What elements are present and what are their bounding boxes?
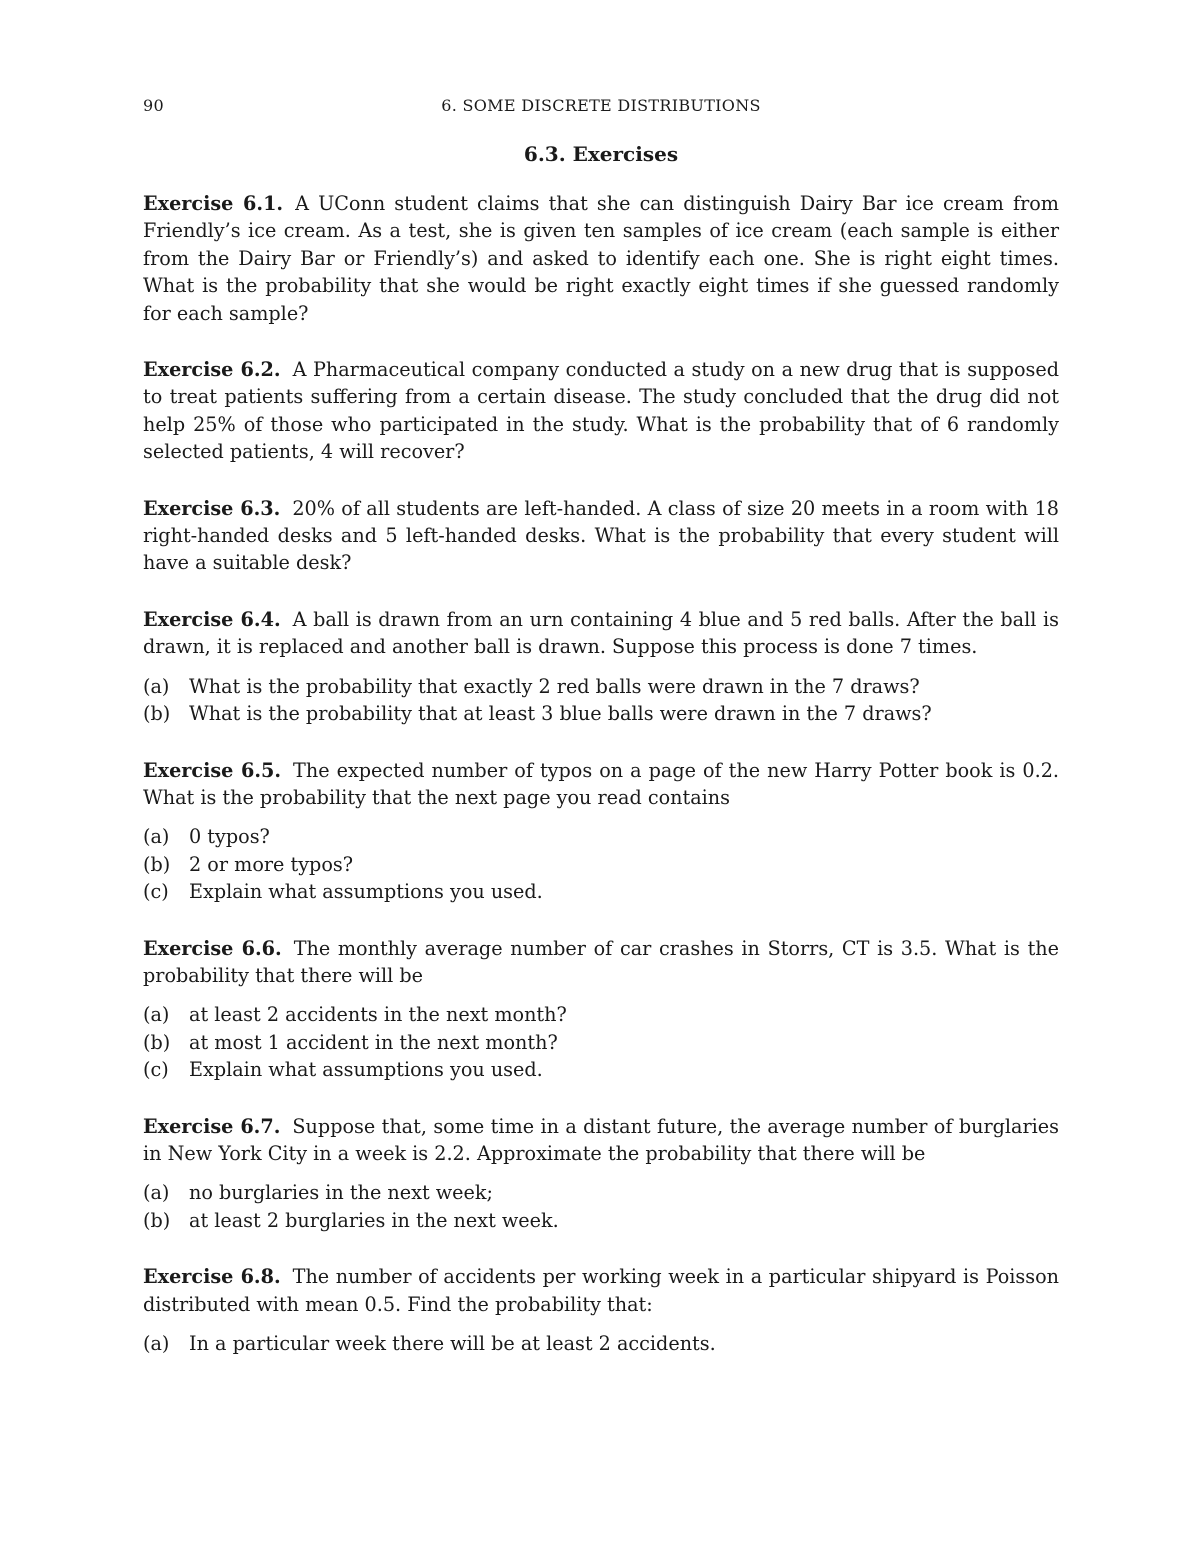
exercise-part	[143, 1029, 1059, 1056]
exercise-part	[143, 851, 1059, 878]
section-title: 6.3. Exercises	[523, 142, 679, 166]
exercise-label: Exercise 6.5.	[143, 758, 282, 782]
exercise-parts	[143, 1330, 1059, 1357]
exercise-statement	[143, 1263, 1059, 1318]
exercise-part	[143, 823, 1059, 850]
part-label: (b)	[143, 1208, 171, 1232]
exercise-text: Suppose that, some time in a distant future, the average number of burglaries in New York City in a week is 2.2. Approximate the probability that there will be	[143, 1114, 1060, 1165]
exercise-part	[143, 700, 1059, 727]
part-text: In a particular week there will be at least 2 accidents.	[189, 1332, 716, 1355]
exercise-parts	[143, 1001, 1059, 1083]
exercise-parts	[143, 1179, 1059, 1234]
exercise-6-3	[143, 495, 1059, 577]
exercise-part	[143, 878, 1059, 905]
part-label: (c)	[143, 1058, 169, 1082]
part-label: (a)	[143, 674, 170, 698]
exercise-text: 20% of all students are left-handed. A class of size 20 meets in a room with 18 right-handed desks and 5 left-handed desks. What is the probability that every student will have a suitable desk?	[143, 496, 1060, 575]
exercise-statement	[143, 935, 1059, 990]
exercise-label: Exercise 6.4.	[143, 607, 281, 631]
exercise-label: Exercise 6.2.	[143, 358, 281, 382]
exercise-part	[143, 1207, 1059, 1234]
part-label: (c)	[143, 880, 169, 904]
part-text: Explain what assumptions you used.	[189, 880, 543, 904]
exercise-text: The monthly average number of car crashes in Storrs, CT is 3.5. What is the probability that there will be	[143, 936, 1059, 987]
exercise-statement	[143, 757, 1059, 812]
part-text: no burglaries in the next week;	[189, 1181, 493, 1205]
part-label: (a)	[143, 1003, 170, 1027]
part-text: at least 2 burglaries in the next week.	[189, 1208, 559, 1232]
exercise-label: Exercise 6.6.	[143, 936, 282, 960]
exercise-part	[143, 1001, 1059, 1028]
exercise-statement	[143, 606, 1059, 661]
exercise-text: A UConn student claims that she can distinguish Dairy Bar ice cream from Friendly’s ice cream. As a test, she is given ten samples of ice cream (each sample is either from the Dairy Bar or Friendly’s) and asked to identify each one. She is right eight times. What is the probability that she would be right exactly eight times if she guessed randomly for each sample?	[143, 192, 1059, 325]
exercise-label: Exercise 6.1.	[143, 192, 284, 215]
exercise-6-8	[143, 1263, 1059, 1357]
exercise-label: Exercise 6.3.	[143, 496, 281, 520]
exercise-6-1	[143, 190, 1059, 327]
exercise-6-2	[143, 356, 1059, 466]
exercise-part	[143, 673, 1059, 700]
exercise-parts	[143, 673, 1059, 728]
part-text: 0 typos?	[189, 825, 270, 849]
exercise-parts	[143, 823, 1059, 905]
exercise-part	[143, 1330, 1059, 1357]
part-text: 2 or more typos?	[189, 852, 354, 876]
exercise-text: The number of accidents per working week in a particular shipyard is Poisson distributed with mean 0.5. Find the probability that:	[143, 1265, 1060, 1316]
exercise-label: Exercise 6.8.	[143, 1265, 281, 1289]
page-number: 90	[143, 96, 164, 115]
exercise-part	[143, 1056, 1059, 1083]
part-label: (b)	[143, 852, 171, 876]
chapter-title: 6. SOME DISCRETE DISTRIBUTIONS	[441, 96, 761, 115]
exercise-6-6	[143, 935, 1059, 1084]
exercise-statement	[143, 190, 1059, 327]
exercise-6-4	[143, 606, 1059, 728]
exercise-text: The expected number of typos on a page of the new Harry Potter book is 0.2. What is the probability that the next page you read contains	[143, 758, 1059, 809]
part-label: (a)	[143, 1181, 170, 1205]
exercise-text: A Pharmaceutical company conducted a study on a new drug that is supposed to treat patients suffering from a certain disease. The study concluded that the drug did not help 25% of those who participated in the study. What is the probability that of 6 randomly selected patients, 4 will recover?	[143, 358, 1059, 464]
part-text: What is the probability that exactly 2 red balls were drawn in the 7 draws?	[189, 674, 920, 698]
part-text: at least 2 accidents in the next month?	[189, 1003, 567, 1027]
running-header	[143, 96, 1059, 122]
exercise-label: Exercise 6.7.	[143, 1114, 281, 1138]
exercise-6-5	[143, 757, 1059, 906]
part-label: (a)	[143, 1332, 170, 1355]
part-label: (b)	[143, 1030, 171, 1054]
exercise-text: A ball is drawn from an urn containing 4 blue and 5 red balls. After the ball is drawn, it is replaced and another ball is drawn. Suppose this process is done 7 times.	[143, 607, 1059, 659]
part-text: What is the probability that at least 3 blue balls were drawn in the 7 draws?	[189, 702, 932, 726]
exercise-part	[143, 1179, 1059, 1206]
exercise-statement	[143, 495, 1059, 577]
part-text: at most 1 accident in the next month?	[189, 1030, 558, 1054]
exercise-statement	[143, 1113, 1059, 1168]
exercise-6-7	[143, 1113, 1059, 1235]
document-page	[143, 96, 1059, 1386]
part-text: Explain what assumptions you used.	[189, 1058, 543, 1082]
exercise-statement	[143, 356, 1059, 466]
part-label: (a)	[143, 825, 170, 849]
part-label: (b)	[143, 702, 171, 726]
